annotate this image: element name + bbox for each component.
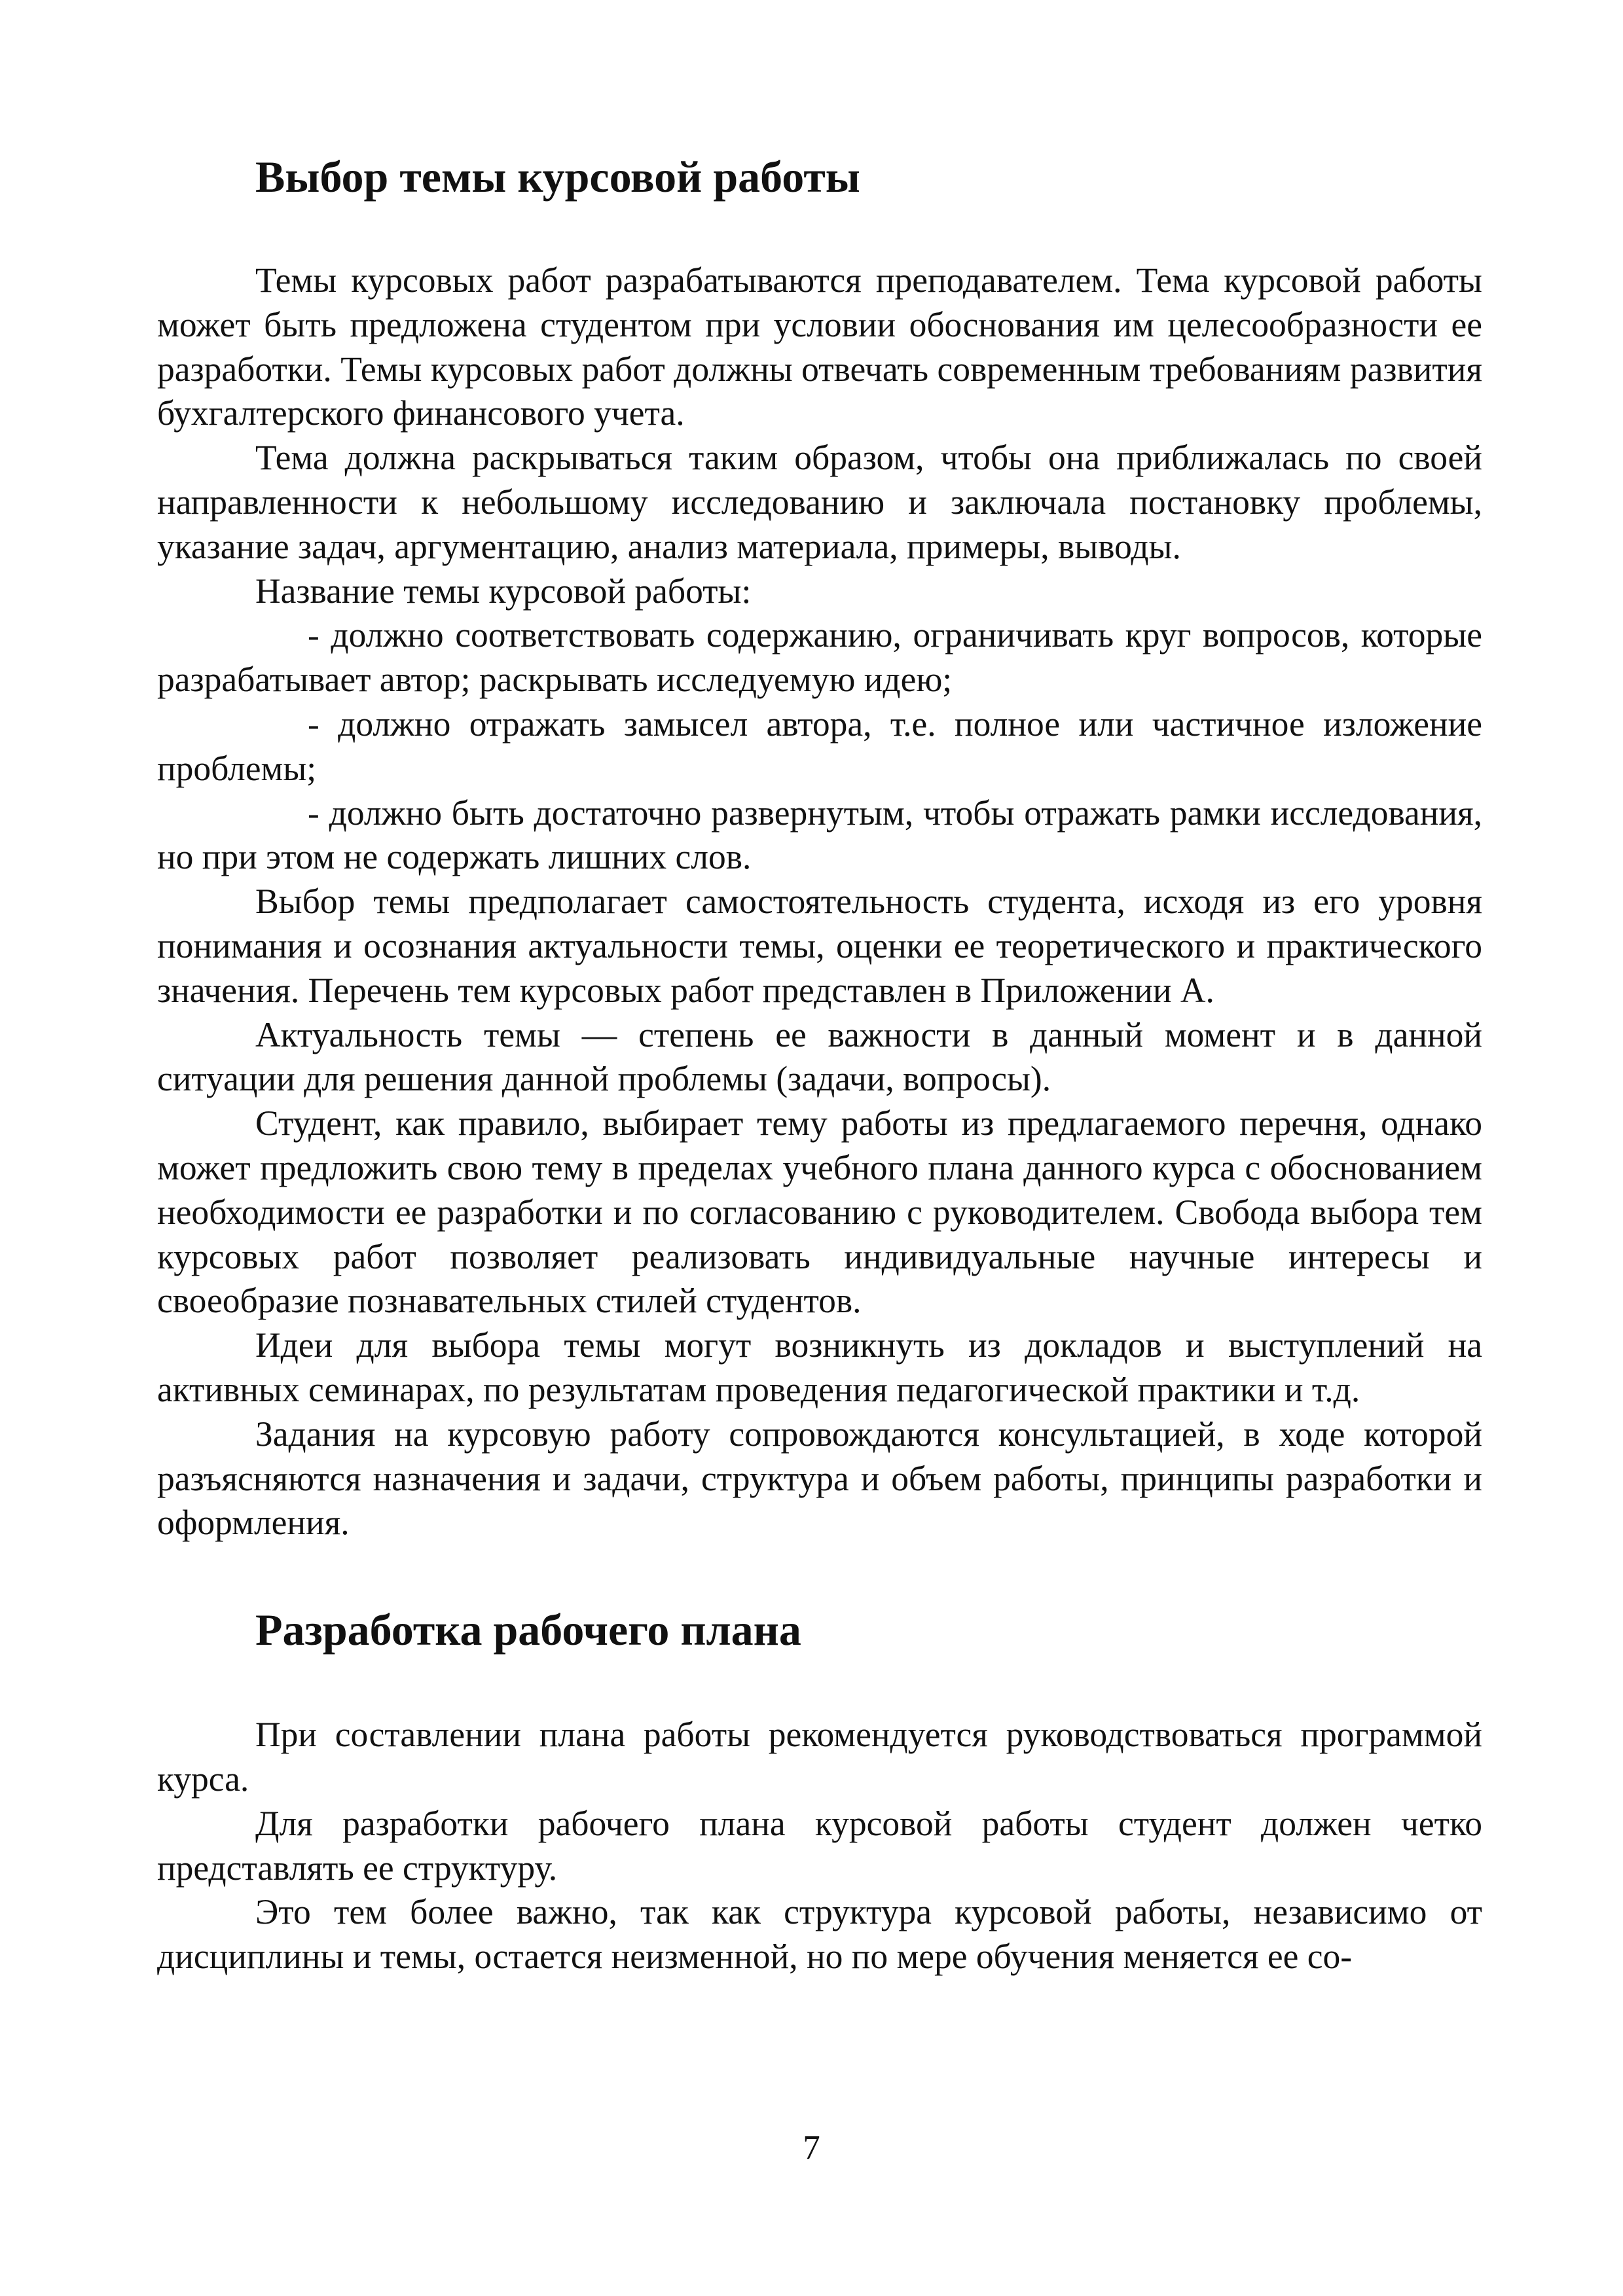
paragraph: Название темы курсовой работы: <box>255 571 752 611</box>
section-heading-topic-choice: Выбор темы курсовой работы <box>255 152 860 202</box>
page-number: 7 <box>803 2129 820 2167</box>
paragraph: Выбор темы предполагает самостоятельность студента, исходя из его уровня понимания и осознания актуальности темы, оценки ее теоретического и практического значения. Перечень тем курсовых работ представлен в Приложении А. <box>157 882 1482 1010</box>
paragraph: Для разработки рабочего плана курсовой работы студент должен четко представлять ее структуру. <box>157 1803 1482 1888</box>
section-heading-work-plan: Разработка рабочего плана <box>255 1605 801 1655</box>
paragraph: Студент, как правило, выбирает тему работы из предлагаемого перечня, однако может предложить свою тему в пределах учебного плана данного курса с обоснованием необходимости ее разработки и по согласованию с руководителем. Свобода выбора тем курсовых работ позволяет реализовать индивидуальные научные интересы и своеобразие познавательных стилей студентов. <box>157 1103 1482 1321</box>
paragraph: Актуальность темы — степень ее важности в данный момент и в данной ситуации для решения данной проблемы (задачи, вопросы). <box>157 1014 1482 1099</box>
paragraph: Это тем более важно, так как структура курсовой работы, независимо от дисциплины и темы, остается неизменной, но по мере обучения меняется ее со- <box>157 1892 1482 1977</box>
page-content <box>157 147 1482 1979</box>
list-item: - должно отражать замысел автора, т.е. полное или частичное изложение проблемы; <box>157 704 1482 788</box>
paragraph: Темы курсовых работ разрабатываются преподавателем. Тема курсовой работы может быть предложена студентом при условии обоснования им целесообразности ее разработки. Темы курсовых работ должны отвечать современным требованиям развития бухгалтерского финансового учета. <box>157 260 1482 433</box>
list-item: - должно быть достаточно развернутым, чтобы отражать рамки исследования, но при этом не содержать лишних слов. <box>157 793 1482 877</box>
paragraph: При составлении плана работы рекомендуется руководствоваться программой курса. <box>157 1715 1482 1799</box>
paragraph: Тема должна раскрываться таким образом, чтобы она приближалась по своей направленности к небольшому исследованию и заключала постановку проблемы, указание задач, аргументацию, анализ материала, примеры, выводы. <box>157 438 1482 566</box>
paragraph: Идеи для выбора темы могут возникнуть из докладов и выступлений на активных семинарах, по результатам проведения педагогической практики и т.д. <box>157 1325 1482 1409</box>
paragraph: Задания на курсовую работу сопровождаются консультацией, в ходе которой разъясняются назначения и задачи, структура и объем работы, принципы разработки и оформления. <box>157 1414 1482 1543</box>
list-item: - должно соответствовать содержанию, ограничивать круг вопросов, которые разрабатывает автор; раскрывать исследуемую идею; <box>157 615 1482 700</box>
